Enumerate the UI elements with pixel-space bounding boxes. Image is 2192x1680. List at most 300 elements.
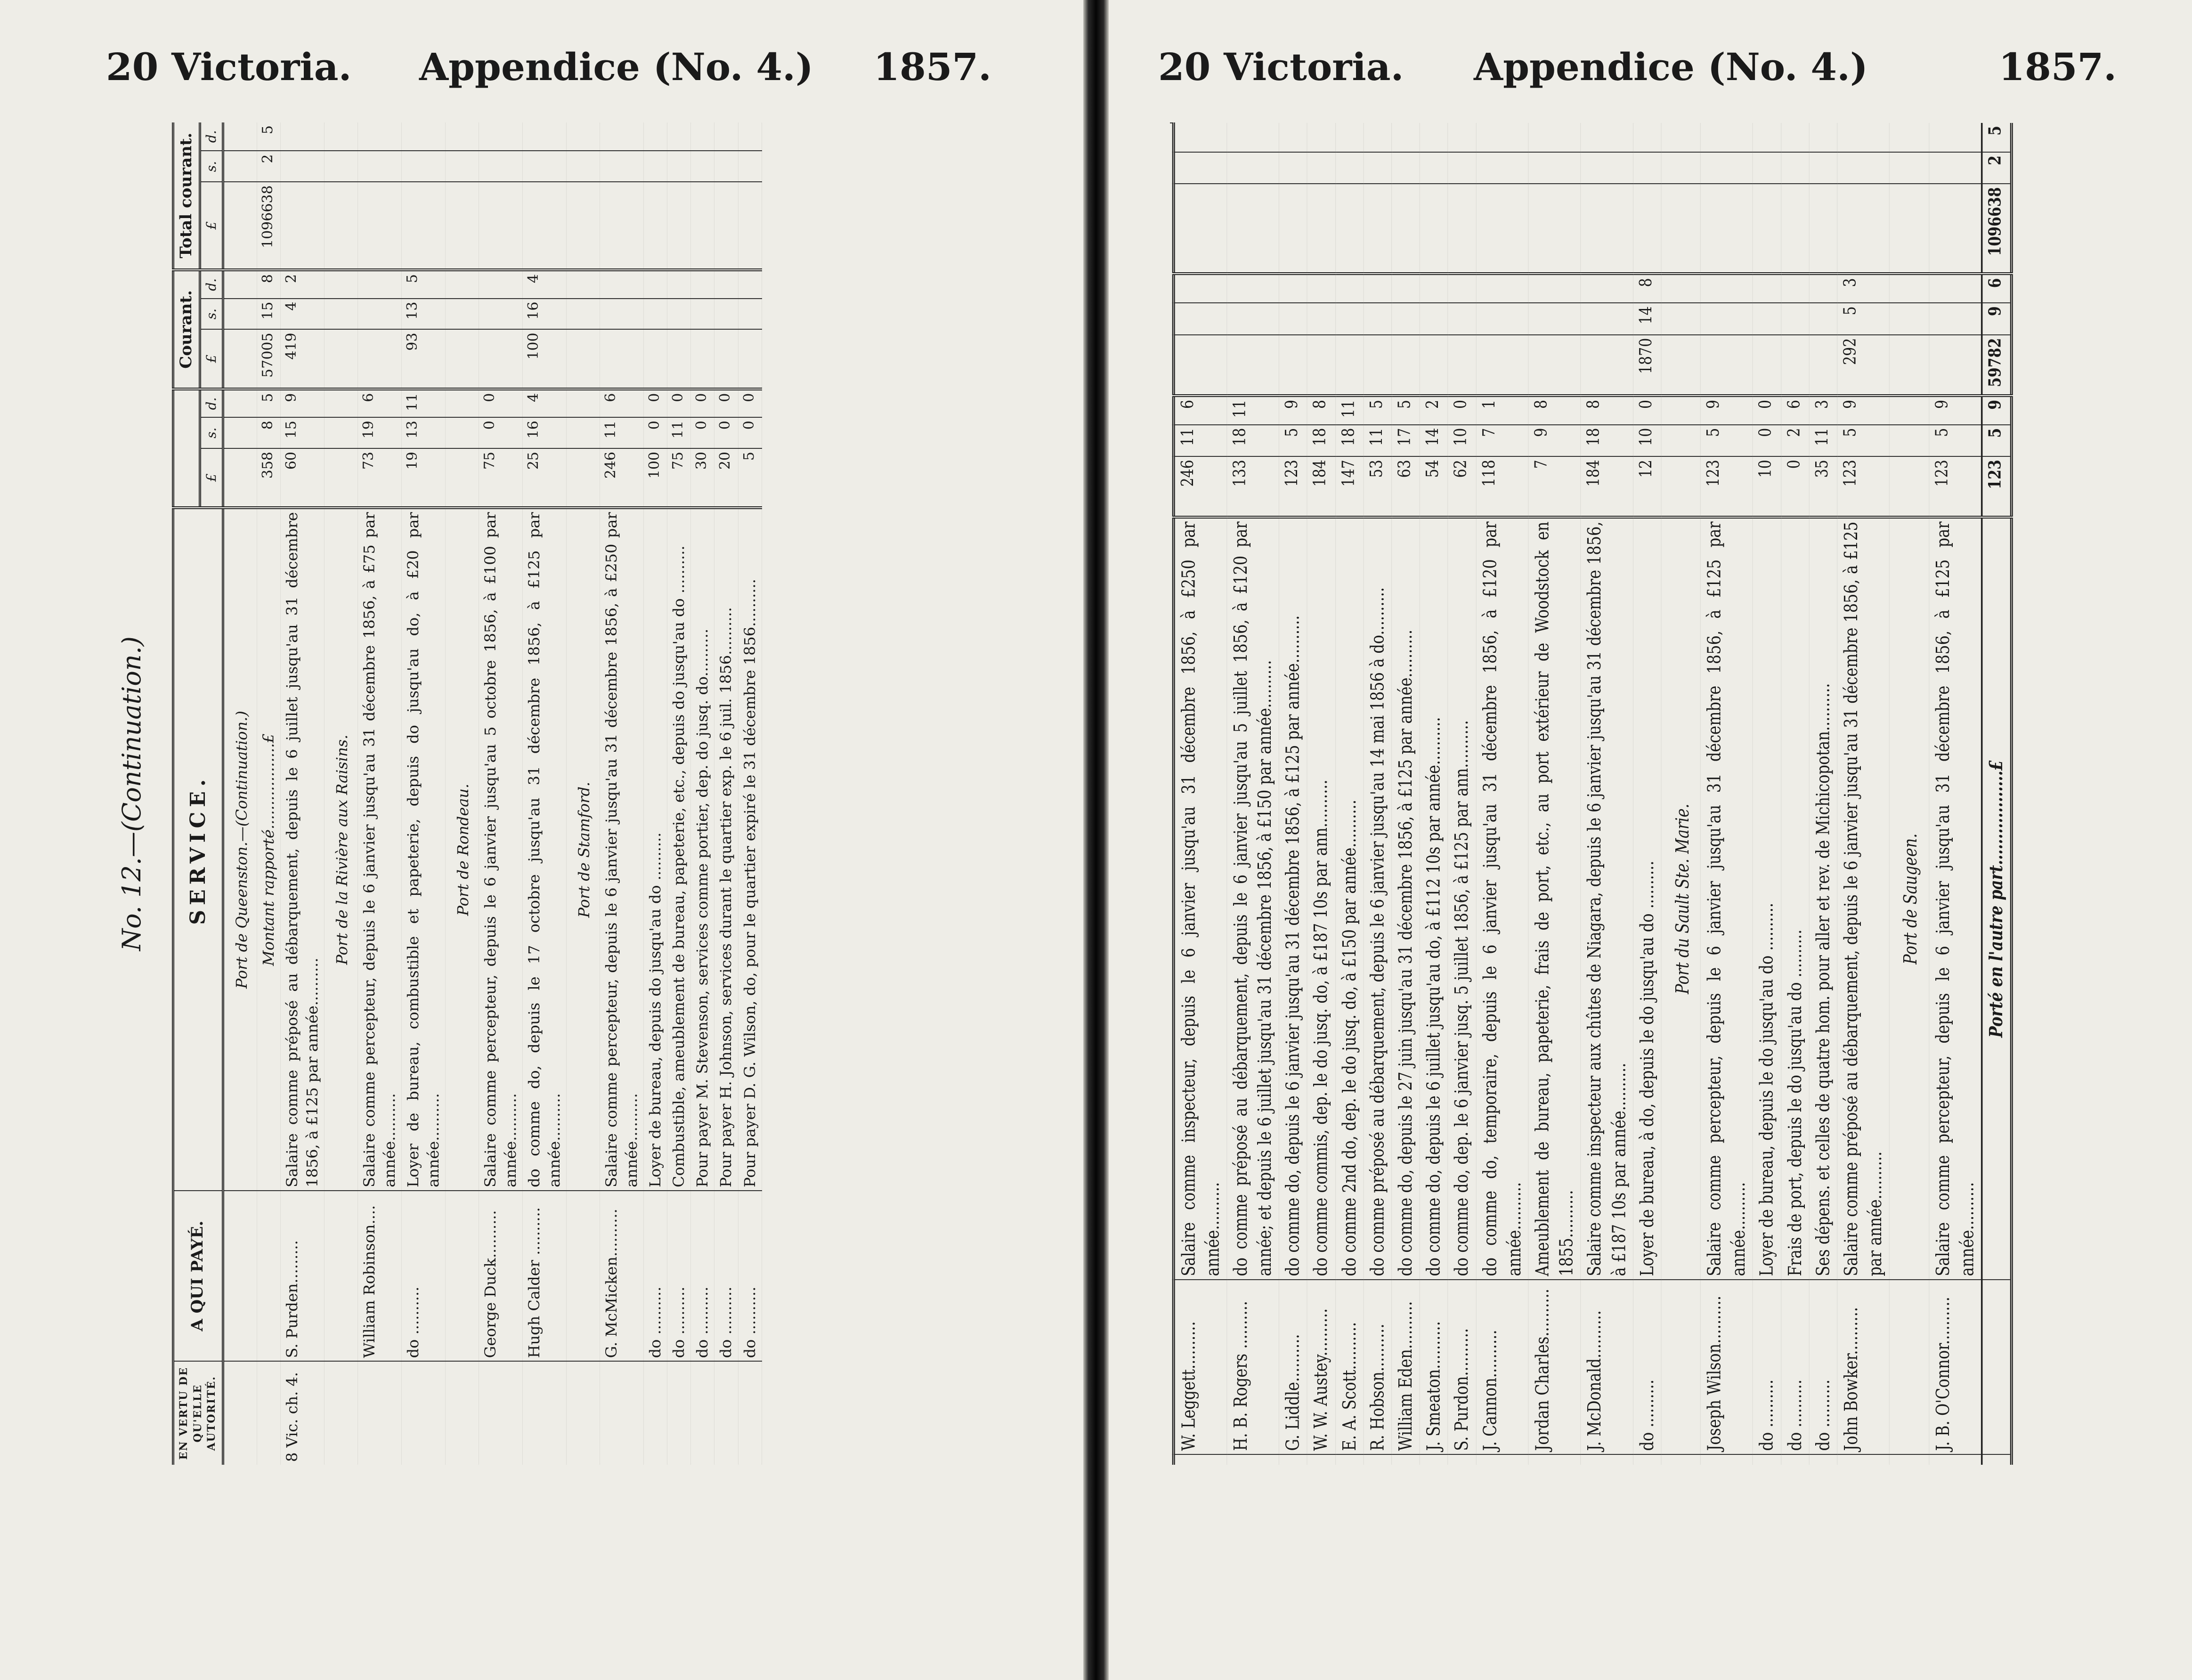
shillings-cell (1753, 152, 1781, 184)
pence-cell (1173, 123, 1226, 152)
pence-cell (1392, 274, 1420, 303)
table-row (522, 122, 566, 1465)
pence-cell: 9 (1837, 396, 1890, 425)
shillings-cell (1890, 152, 1929, 184)
pence-cell (1809, 123, 1837, 152)
pounds-cell (223, 448, 257, 508)
authority-cell (1809, 1454, 1837, 1465)
col-payee: A QUI PAYÉ. (173, 1191, 223, 1361)
shillings-cell (1392, 303, 1420, 334)
pence-cell (1307, 123, 1335, 152)
table-title: No. 12.—(Continuation.) (117, 636, 146, 951)
pounds-cell (357, 329, 401, 389)
table-row (1753, 123, 1781, 1465)
table-row (1929, 123, 1981, 1465)
table-row (1809, 123, 1837, 1465)
shillings-cell (1307, 152, 1335, 184)
pounds-cell (446, 329, 479, 389)
service-cell: Ameublement de bureau, papeterie, frais de port, etc., au port extérieur de Woodstock en 1855.......... (1528, 517, 1581, 1279)
shillings-cell (1929, 152, 1981, 184)
authority-cell (738, 1361, 762, 1465)
table-row (1227, 123, 1279, 1465)
authority-cell (1279, 1454, 1307, 1465)
authority-cell (446, 1361, 479, 1465)
pence-cell (325, 122, 357, 151)
pence-cell: 11 (1227, 396, 1279, 425)
left-table-body (223, 122, 762, 1465)
payee-cell: do .......... (691, 1191, 714, 1361)
shillings-cell: 11 (1809, 425, 1837, 456)
pounds-cell: 73 (357, 448, 401, 508)
pence-cell (223, 389, 257, 417)
authority-cell (1420, 1454, 1448, 1465)
pounds-cell: 358 (257, 448, 280, 508)
pounds-cell (1581, 184, 1633, 274)
payee-cell: S. Purdon.......... (1448, 1280, 1476, 1454)
pounds-cell: 123 (1982, 456, 2012, 517)
payee-cell: J. Cannon.......... (1476, 1280, 1528, 1454)
pounds-cell (1581, 335, 1633, 396)
pounds-cell: 0 (1781, 456, 1809, 517)
shillings-cell (1420, 152, 1448, 184)
pounds-cell (567, 329, 600, 389)
col-shilling: s. (200, 151, 223, 182)
pounds-cell: 12 (1633, 456, 1661, 517)
shillings-cell (446, 299, 479, 330)
payee-cell: do .......... (402, 1191, 446, 1361)
pence-cell: 11 (402, 389, 446, 417)
payee-cell: R. Hobson.......... (1364, 1280, 1392, 1454)
shillings-cell: 9 (1982, 303, 2012, 334)
shillings-cell (567, 151, 600, 182)
shillings-cell: 8 (257, 417, 280, 448)
pence-cell (1837, 123, 1890, 152)
pounds-cell (667, 329, 691, 389)
pounds-cell (1364, 184, 1392, 274)
pounds-cell: 118 (1476, 456, 1528, 517)
pence-cell (567, 270, 600, 298)
shillings-cell (522, 151, 566, 182)
shillings-cell (1700, 152, 1753, 184)
book-gutter (1083, 0, 1109, 1680)
table-row (402, 122, 446, 1465)
pence-cell (1528, 123, 1581, 152)
authority-cell (1581, 1454, 1633, 1465)
pence-cell: 0 (479, 389, 522, 417)
shillings-cell: 7 (1476, 425, 1528, 456)
table-row (667, 122, 691, 1465)
col-shilling: s. (200, 417, 223, 448)
left-rotated-region (106, 122, 1083, 1462)
pounds-cell (1335, 184, 1364, 274)
pounds-cell (325, 329, 357, 389)
pounds-cell (1364, 335, 1392, 396)
pounds-cell (479, 329, 522, 389)
pounds-cell: 184 (1307, 456, 1335, 517)
pounds-cell (1448, 335, 1476, 396)
shillings-cell (1781, 152, 1809, 184)
payee-cell: W. W. Austey.......... (1307, 1280, 1335, 1454)
payee-cell: do .......... (1753, 1280, 1781, 1454)
table-row (1528, 123, 1581, 1465)
header-reign: 20 Victoria. (1158, 45, 1404, 89)
service-cell: Pour payer D. G. Wilson, do, pour le quartier expiré le 31 décembre 1856.......... (738, 508, 762, 1191)
shillings-cell (1753, 303, 1781, 334)
pounds-cell: 246 (600, 448, 643, 508)
pounds-cell: 63 (1392, 456, 1420, 517)
col-items (173, 389, 200, 508)
authority-cell (643, 1361, 667, 1465)
pounds-cell (1307, 335, 1335, 396)
service-cell: Salaire comme percepteur, depuis le 6 janvier jusqu'au 31 décembre 1856, à £75 par année.......... (357, 508, 401, 1191)
pounds-cell: 30 (691, 448, 714, 508)
pounds-cell (1227, 184, 1279, 274)
shillings-cell: 14 (1633, 303, 1661, 334)
pence-cell: 3 (1809, 396, 1837, 425)
right-table-body (1173, 123, 2012, 1465)
shillings-cell: 13 (402, 299, 446, 330)
pence-cell (1364, 274, 1392, 303)
pounds-cell (691, 329, 714, 389)
pounds-cell (1837, 184, 1890, 274)
pounds-cell: 184 (1581, 456, 1633, 517)
pounds-cell (357, 182, 401, 270)
shillings-cell (402, 151, 446, 182)
payee-cell: S. Purden......... (281, 1191, 325, 1361)
service-cell: Combustible, ameublement de bureau, papeterie, etc., depuis do jusqu'au do .......... (667, 508, 691, 1191)
pence-cell (1661, 274, 1701, 303)
shillings-cell (1837, 152, 1890, 184)
pence-cell: 5 (1392, 396, 1420, 425)
authority-cell (600, 1361, 643, 1465)
shillings-cell (1420, 303, 1448, 334)
shillings-cell (738, 299, 762, 330)
shillings-cell (667, 299, 691, 330)
pence-cell (281, 122, 325, 151)
col-pence: d. (200, 270, 223, 298)
authority-cell (1633, 1454, 1661, 1465)
authority-cell (1890, 1454, 1929, 1465)
shillings-cell (325, 151, 357, 182)
pence-cell (1227, 123, 1279, 152)
shillings-cell: 5 (1837, 425, 1890, 456)
pounds-cell: 25 (522, 448, 566, 508)
pounds-cell (1448, 184, 1476, 274)
shillings-cell: 0 (1753, 425, 1781, 456)
shillings-cell (446, 417, 479, 448)
pounds-cell (1279, 335, 1307, 396)
shillings-cell (643, 151, 667, 182)
service-cell: do comme préposé au débarquement, depuis le 6 janvier jusqu'au 5 juillet 1856, à £120 par année; et depuis le 6 juillet jusqu'au 31 décembre 1856, à £150 par année.......... (1227, 517, 1279, 1279)
pounds-cell: 419 (281, 329, 325, 389)
shillings-cell (223, 417, 257, 448)
right-top-rule (1170, 123, 1173, 1465)
pence-cell: 0 (1448, 396, 1476, 425)
shillings-cell: 0 (691, 417, 714, 448)
pence-cell: 9 (1982, 396, 2012, 425)
shillings-cell (1448, 303, 1476, 334)
service-cell: do comme do, dep. le 6 janvier jusq. 5 juillet 1856, à £125 par ann.......... (1448, 517, 1476, 1279)
shillings-cell: 15 (281, 417, 325, 448)
shillings-cell (325, 299, 357, 330)
right-rotated-region (1170, 122, 2192, 1451)
pence-cell: 5 (402, 270, 446, 298)
pounds-cell (281, 182, 325, 270)
pounds-cell (1279, 184, 1307, 274)
service-cell: Salaire comme percepteur, depuis le 6 janvier jusqu'au 31 décembre 1856, à £250 par année.......... (600, 508, 643, 1191)
pounds-cell (1809, 184, 1837, 274)
pence-cell (1448, 123, 1476, 152)
service-cell: Port de Saugeen. (1890, 517, 1929, 1279)
pence-cell (567, 389, 600, 417)
pounds-cell (1890, 335, 1929, 396)
shillings-cell (691, 299, 714, 330)
col-pence: d. (200, 122, 223, 151)
table-row (1837, 123, 1890, 1465)
shillings-cell (1476, 152, 1528, 184)
shillings-cell: 5 (1837, 303, 1890, 334)
service-cell: Salaire comme percepteur, depuis le 6 janvier jusqu'au 5 octobre 1856, à £100 par année.......... (479, 508, 522, 1191)
pounds-cell (325, 182, 357, 270)
left-page (0, 0, 1083, 1680)
col-total-courant: Total courant. (173, 122, 200, 270)
authority-cell (667, 1361, 691, 1465)
payee-cell (567, 1191, 600, 1361)
shillings-cell (1809, 152, 1837, 184)
pounds-cell (1890, 184, 1929, 274)
shillings-cell (567, 299, 600, 330)
pence-cell (1581, 123, 1633, 152)
shillings-cell: 5 (1982, 425, 2012, 456)
service-cell: Port de Rondeau. (446, 508, 479, 1191)
pence-cell (1809, 274, 1837, 303)
authority-cell (691, 1361, 714, 1465)
service-cell: Salaire comme inspecteur, depuis le 6 janvier jusqu'au 31 décembre 1856, à £250 par année.......... (1173, 517, 1226, 1279)
pounds-cell (1392, 335, 1420, 396)
shillings-cell: 5 (1929, 425, 1981, 456)
shillings-cell (600, 151, 643, 182)
table-row (643, 122, 667, 1465)
table-row (1581, 123, 1633, 1465)
col-pound: £ (200, 448, 223, 508)
pence-cell (357, 122, 401, 151)
shillings-cell (479, 151, 522, 182)
service-cell: Loyer de bureau, combustible et papeterie, depuis do jusqu'au do, à £20 par année.......... (402, 508, 446, 1191)
pence-cell (714, 122, 738, 151)
pounds-cell: 147 (1335, 456, 1364, 517)
table-row (479, 122, 522, 1465)
shillings-cell (1279, 303, 1307, 334)
table-row (1335, 123, 1364, 1465)
shillings-cell: 0 (643, 417, 667, 448)
pounds-cell: 7 (1528, 456, 1581, 517)
authority-cell: 8 Vic. ch. 4. (281, 1361, 325, 1465)
pounds-cell (1392, 184, 1420, 274)
pounds-cell: 133 (1227, 456, 1279, 517)
authority-cell (1700, 1454, 1753, 1465)
pence-cell (1335, 123, 1364, 152)
service-cell: Port du Sault Ste. Marie. (1661, 517, 1701, 1279)
pounds-cell: 246 (1173, 456, 1226, 517)
pounds-cell (1929, 184, 1981, 274)
payee-cell: Jordan Charles.......... (1528, 1280, 1581, 1454)
pounds-cell: 5 (738, 448, 762, 508)
pounds-cell (1335, 335, 1364, 396)
pence-cell: 1 (1476, 396, 1528, 425)
payee-cell (257, 1191, 280, 1361)
pounds-cell (1476, 184, 1528, 274)
pounds-cell: 62 (1448, 456, 1476, 517)
payee-cell: do .......... (643, 1191, 667, 1361)
shillings-cell (1890, 303, 1929, 334)
shillings-cell: 18 (1227, 425, 1279, 456)
pence-cell (1753, 123, 1781, 152)
shillings-cell (1227, 152, 1279, 184)
authority-cell (1307, 1454, 1335, 1465)
pence-cell (567, 122, 600, 151)
pence-cell: 6 (1781, 396, 1809, 425)
payee-cell: do .......... (667, 1191, 691, 1361)
authority-cell (1661, 1454, 1701, 1465)
shillings-cell (600, 299, 643, 330)
shillings-cell: 5 (1279, 425, 1307, 456)
shillings-cell (223, 151, 257, 182)
payee-cell: do .......... (1809, 1280, 1837, 1454)
authority-cell (1448, 1454, 1476, 1465)
pounds-cell: 54 (1420, 456, 1448, 517)
col-pound: £ (200, 329, 223, 389)
payee-cell: William Eden.......... (1392, 1280, 1420, 1454)
pence-cell: 6 (357, 389, 401, 417)
payee-cell: William Robinson.... (357, 1191, 401, 1361)
pence-cell: 5 (1364, 396, 1392, 425)
shillings-cell: 11 (1173, 425, 1226, 456)
payee-cell (1890, 1280, 1929, 1454)
pence-cell (1781, 123, 1809, 152)
pounds-cell (1890, 456, 1929, 517)
pounds-cell (667, 182, 691, 270)
shillings-cell (446, 151, 479, 182)
pence-cell (446, 122, 479, 151)
service-cell: Frais de port, depuis le do jusqu'au do .......... (1781, 517, 1809, 1279)
shillings-cell (1227, 303, 1279, 334)
pence-cell (1279, 123, 1307, 152)
shillings-cell (1528, 303, 1581, 334)
pence-cell: 8 (1528, 396, 1581, 425)
pence-cell: 11 (1335, 396, 1364, 425)
table-row (600, 122, 643, 1465)
payee-cell: do .......... (1633, 1280, 1661, 1454)
section-row (1890, 123, 1929, 1465)
pounds-cell: 123 (1929, 456, 1981, 517)
shillings-cell (1700, 303, 1753, 334)
pence-cell: 5 (257, 122, 280, 151)
pounds-cell (643, 329, 667, 389)
payee-cell: J. Smeaton.......... (1420, 1280, 1448, 1454)
header-year: 1857. (873, 45, 991, 89)
pence-cell: 8 (1307, 396, 1335, 425)
shillings-cell: 14 (1420, 425, 1448, 456)
payee-cell: H. B. Rogers .......... (1227, 1280, 1279, 1454)
shillings-cell: 18 (1335, 425, 1364, 456)
pounds-cell (1227, 335, 1279, 396)
pence-cell (1476, 123, 1528, 152)
pounds-cell: 60 (281, 448, 325, 508)
payee-cell: John Bowker.......... (1837, 1280, 1890, 1454)
shillings-cell (691, 151, 714, 182)
pounds-cell: 57005 (257, 329, 280, 389)
pence-cell: 0 (1633, 396, 1661, 425)
pounds-cell: 1096638 (1982, 184, 2012, 274)
service-cell: Loyer de bureau, à do, depuis le do jusqu'au do .......... (1633, 517, 1661, 1279)
pounds-cell (1700, 335, 1753, 396)
pence-cell: 5 (1982, 123, 2012, 152)
service-cell: Port de Queenston.—(Continuation.) (223, 508, 257, 1191)
pence-cell (479, 122, 522, 151)
authority-cell (1781, 1454, 1809, 1465)
section-row (446, 122, 479, 1465)
pence-cell (738, 122, 762, 151)
service-cell: Pour payer M. Stevenson, services comme portier, dep. do jusq. do.......... (691, 508, 714, 1191)
shillings-cell (1661, 425, 1701, 456)
header-reign: 20 Victoria. (106, 45, 352, 89)
pounds-cell: 100 (522, 329, 566, 389)
header-title: Appendice (No. 4.) (1474, 45, 1868, 89)
authority-cell (1753, 1454, 1781, 1465)
pounds-cell (1781, 184, 1809, 274)
pence-cell (1448, 274, 1476, 303)
service-cell: do comme 2nd do, dep. le do jusq. do, à £150 par année.......... (1335, 517, 1364, 1279)
shillings-cell: 16 (522, 299, 566, 330)
shillings-cell: 13 (402, 417, 446, 448)
pounds-cell: 93 (402, 329, 446, 389)
service-cell: do comme préposé au débarquement, depuis le 6 janvier jusqu'au 14 mai 1856 à do.......... (1364, 517, 1392, 1279)
pence-cell (667, 270, 691, 298)
pence-cell: 6 (600, 389, 643, 417)
pounds-cell: 123 (1279, 456, 1307, 517)
pence-cell (1227, 274, 1279, 303)
shillings-cell: 2 (257, 151, 280, 182)
pence-cell (643, 270, 667, 298)
shillings-cell: 9 (1528, 425, 1581, 456)
pence-cell (325, 389, 357, 417)
authority-cell (1392, 1454, 1420, 1465)
col-courant: Courant. (173, 270, 200, 389)
pence-cell (1890, 274, 1929, 303)
pence-cell (446, 270, 479, 298)
payee-cell: Joseph Wilson.......... (1700, 1280, 1753, 1454)
pounds-cell (714, 329, 738, 389)
shillings-cell (567, 417, 600, 448)
authority-cell (223, 1361, 257, 1465)
pounds-cell (1700, 184, 1753, 274)
pence-cell (1929, 274, 1981, 303)
pounds-cell: 10 (1753, 456, 1781, 517)
pounds-cell: 100 (643, 448, 667, 508)
pounds-cell: 35 (1809, 456, 1837, 517)
shillings-cell (1476, 303, 1528, 334)
service-cell: do comme do, depuis le 27 juin jusqu'au 31 décembre 1856, à £125 par année.......... (1392, 517, 1420, 1279)
service-cell: Porté en l'autre part..................£ (1982, 517, 2012, 1279)
authority-cell (1982, 1454, 2012, 1465)
table-row (1476, 123, 1528, 1465)
shillings-cell (223, 299, 257, 330)
table-row (1781, 123, 1809, 1465)
pounds-cell (402, 182, 446, 270)
pounds-cell (446, 182, 479, 270)
table-row (1364, 123, 1392, 1465)
authority-cell (257, 1361, 280, 1465)
